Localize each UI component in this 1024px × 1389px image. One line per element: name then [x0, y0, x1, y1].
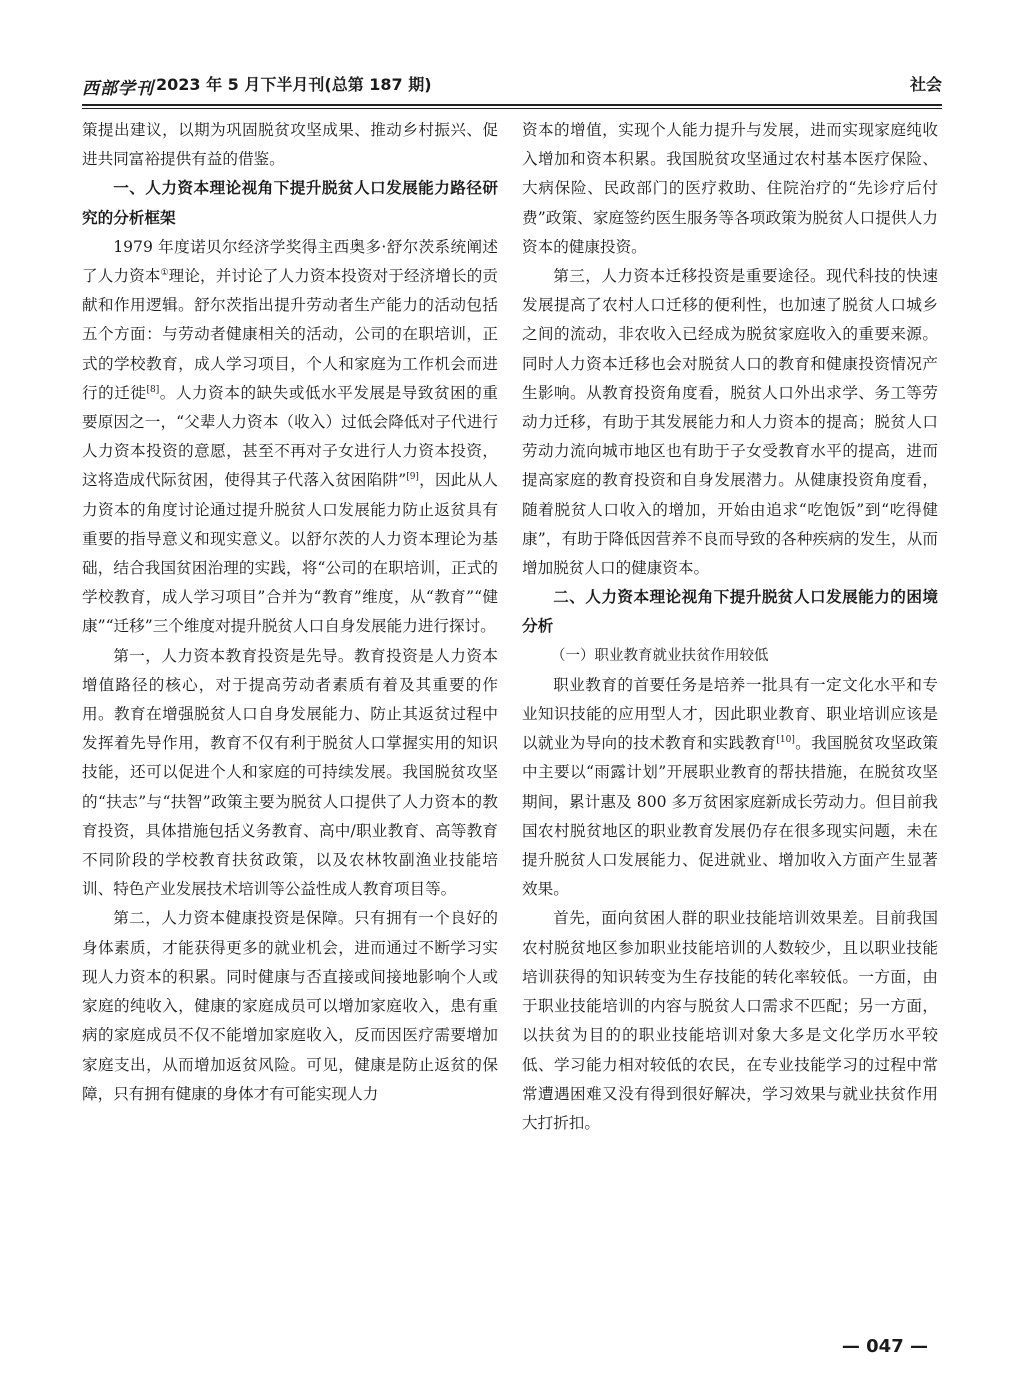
page-number: — 047 —: [841, 1336, 928, 1357]
text-run: 职业教育的首要任务是培养一批具有一定文化水平和专业知识技能的应用型人才，因此职业教育、职业培训应该是以就业为导向的技术教育和实践教育: [522, 675, 938, 753]
footnote-marker: ①: [160, 267, 169, 278]
header-rule-thin: [82, 108, 942, 109]
text-run: 1979 年度诺贝尔经济学奖得主西奥多·舒尔茨系统阐述了人力资本: [82, 237, 498, 286]
citation-ref: [9]: [406, 472, 419, 483]
paragraph: 首先，面向贫困人群的职业技能培训效果差。目前我国农村脱贫地区参加职业技能培训的人数较少，且以职业技能培训获得的知识转变为生存技能的转化率较低。一方面，由于职业技能培训的内容与脱贫人口需求不匹配；另一方面，以扶贫为目的的职业技能培训对象大多是文化学历水平较低、学习能力相对较低的农民，在专业技能学习的过程中常常遭遇困难又没有得到很好解决，学习效果与就业扶贫作用大打折扣。: [522, 909, 938, 1132]
paragraph: [522, 671, 938, 905]
text-run: ，因此从人力资本的角度讨论通过提升脱贫人口发展能力防止返贫具有重要的指导意义和现实意义。以舒尔茨的人力资本理论为基础，结合我国贫困治理的实践，将“公司的在职培训，正式的学校教育，成人学习项目”合并为“教育”维度，从“教育”“健康”“迁移”三个维度对提升脱贫人口自身发展能力进行探讨。: [82, 471, 498, 636]
text-run: 。我国脱贫攻坚政策中主要以“雨露计划”开展职业教育的帮扶措施，在脱贫攻坚期间，累计惠及 800 多万贫困家庭新成长劳动力。但目前我国农村脱贫地区的职业教育发展仍存在很多现实问题，未在提升脱贫人口发展能力、促进就业、增加收入方面产生显著效果。: [522, 734, 938, 899]
section-heading-2: 二、人力资本理论视角下提升脱贫人口发展能力的困境分析: [522, 588, 938, 636]
text-run: 理论，并讨论了人力资本投资对于经济增长的贡献和作用逻辑。舒尔茨指出提升劳动者生产能力的活动包括五个方面：与劳动者健康相关的活动，公司的在职培训，正式的学校教育，成人学习项目，个人和家庭为工作机会而进行的迁徙: [82, 267, 498, 402]
journal-logo: 西部学刊: [82, 79, 154, 99]
text-run: 。人力资本的缺失或低水平发展是导致贫困的重要原因之一，“父辈人力资本（收入）过低会降低对子代进行人力资本投资的意愿，甚至不再对子女进行人力资本投资，这将造成代际贫困，使得其子代落入贫困陷阱”: [82, 383, 498, 490]
citation-ref: [8]: [146, 384, 160, 395]
issue-info: 2023 年 5 月下半月刊(总第 187 期): [156, 75, 432, 94]
paragraph: 第一，人力资本教育投资是先导。教育投资是人力资本增值路径的核心，对于提高劳动者素质有着及其重要的作用。教育在增强脱贫人口自身发展能力、防止其返贫过程中发挥着先导作用，教育不仅有利于脱贫人口掌握实用的知识技能，还可以促进个人和家庭的可持续发展。我国脱贫攻坚的“扶志”与“扶智”政策主要为脱贫人口提供了人力资本的教育投资，具体措施包括义务教育、高中/职业教育、高等教育不同阶段的学校教育扶贫政策，以及农林牧副渔业技能培训、特色产业发展技术培训等公益性成人教育项目等。: [82, 646, 498, 899]
header-rule-thick: [82, 104, 942, 106]
page-header: [82, 62, 942, 102]
paragraph: 策提出建议，以期为巩固脱贫攻坚成果、推动乡村振兴、促进共同富裕提供有益的借鉴。: [82, 121, 498, 169]
citation-ref: [10]: [776, 735, 795, 746]
section-name: 社会: [909, 75, 942, 94]
paragraph: 第二，人力资本健康投资是保障。只有拥有一个良好的身体素质，才能获得更多的就业机会，进而通过不断学习实现人力资本的积累。同时健康与否直接或间接地影响个人或家庭的纯收入，健康的家庭成员可以增加家庭收入，患有重病的家庭成员不仅不能增加家庭收入，反而因医疗需要增加家庭支出，从而增加返贫风险。可见，健康是防止返贫的保障，只有拥有健康的身体才有可能实现人力: [82, 909, 498, 1103]
right-column: [522, 116, 938, 1138]
paragraph: [82, 233, 498, 642]
subsection-heading-1: （一）职业教育就业扶贫作用较低: [551, 647, 769, 664]
paragraph: 资本的增值，实现个人能力提升与发展，进而实现家庭纯收入增加和资本积累。我国脱贫攻坚通过农村基本医疗保险、大病保险、民政部门的医疗救助、住院治疗的“先诊疗后付费”政策、家庭签约医生服务等各项政策为脱贫人口提供人力资本的健康投资。: [522, 121, 938, 256]
paragraph: 第三，人力资本迁移投资是重要途径。现代科技的快速发展提高了农村人口迁移的便利性，也加速了脱贫人口城乡之间的流动，非农收入已经成为脱贫家庭收入的重要来源。同时人力资本迁移也会对脱贫人口的教育和健康投资情况产生影响。从教育投资角度看，脱贫人口外出求学、务工等劳动力迁移，有助于其发展能力和人力资本的提高；脱贫人口劳动力流向城市地区也有助于子女受教育水平的提高，进而提高家庭的教育投资和自身发展潜力。从健康投资角度看，随着脱贫人口收入的增加，开始由追求“吃饱饭”到“吃得健康”，有助于降低因营养不良而导致的各种疾病的发生，从而增加脱贫人口的健康资本。: [522, 267, 938, 578]
section-heading-1: 一、人力资本理论视角下提升脱贫人口发展能力路径研究的分析框架: [82, 179, 498, 227]
left-column: [82, 116, 498, 1109]
